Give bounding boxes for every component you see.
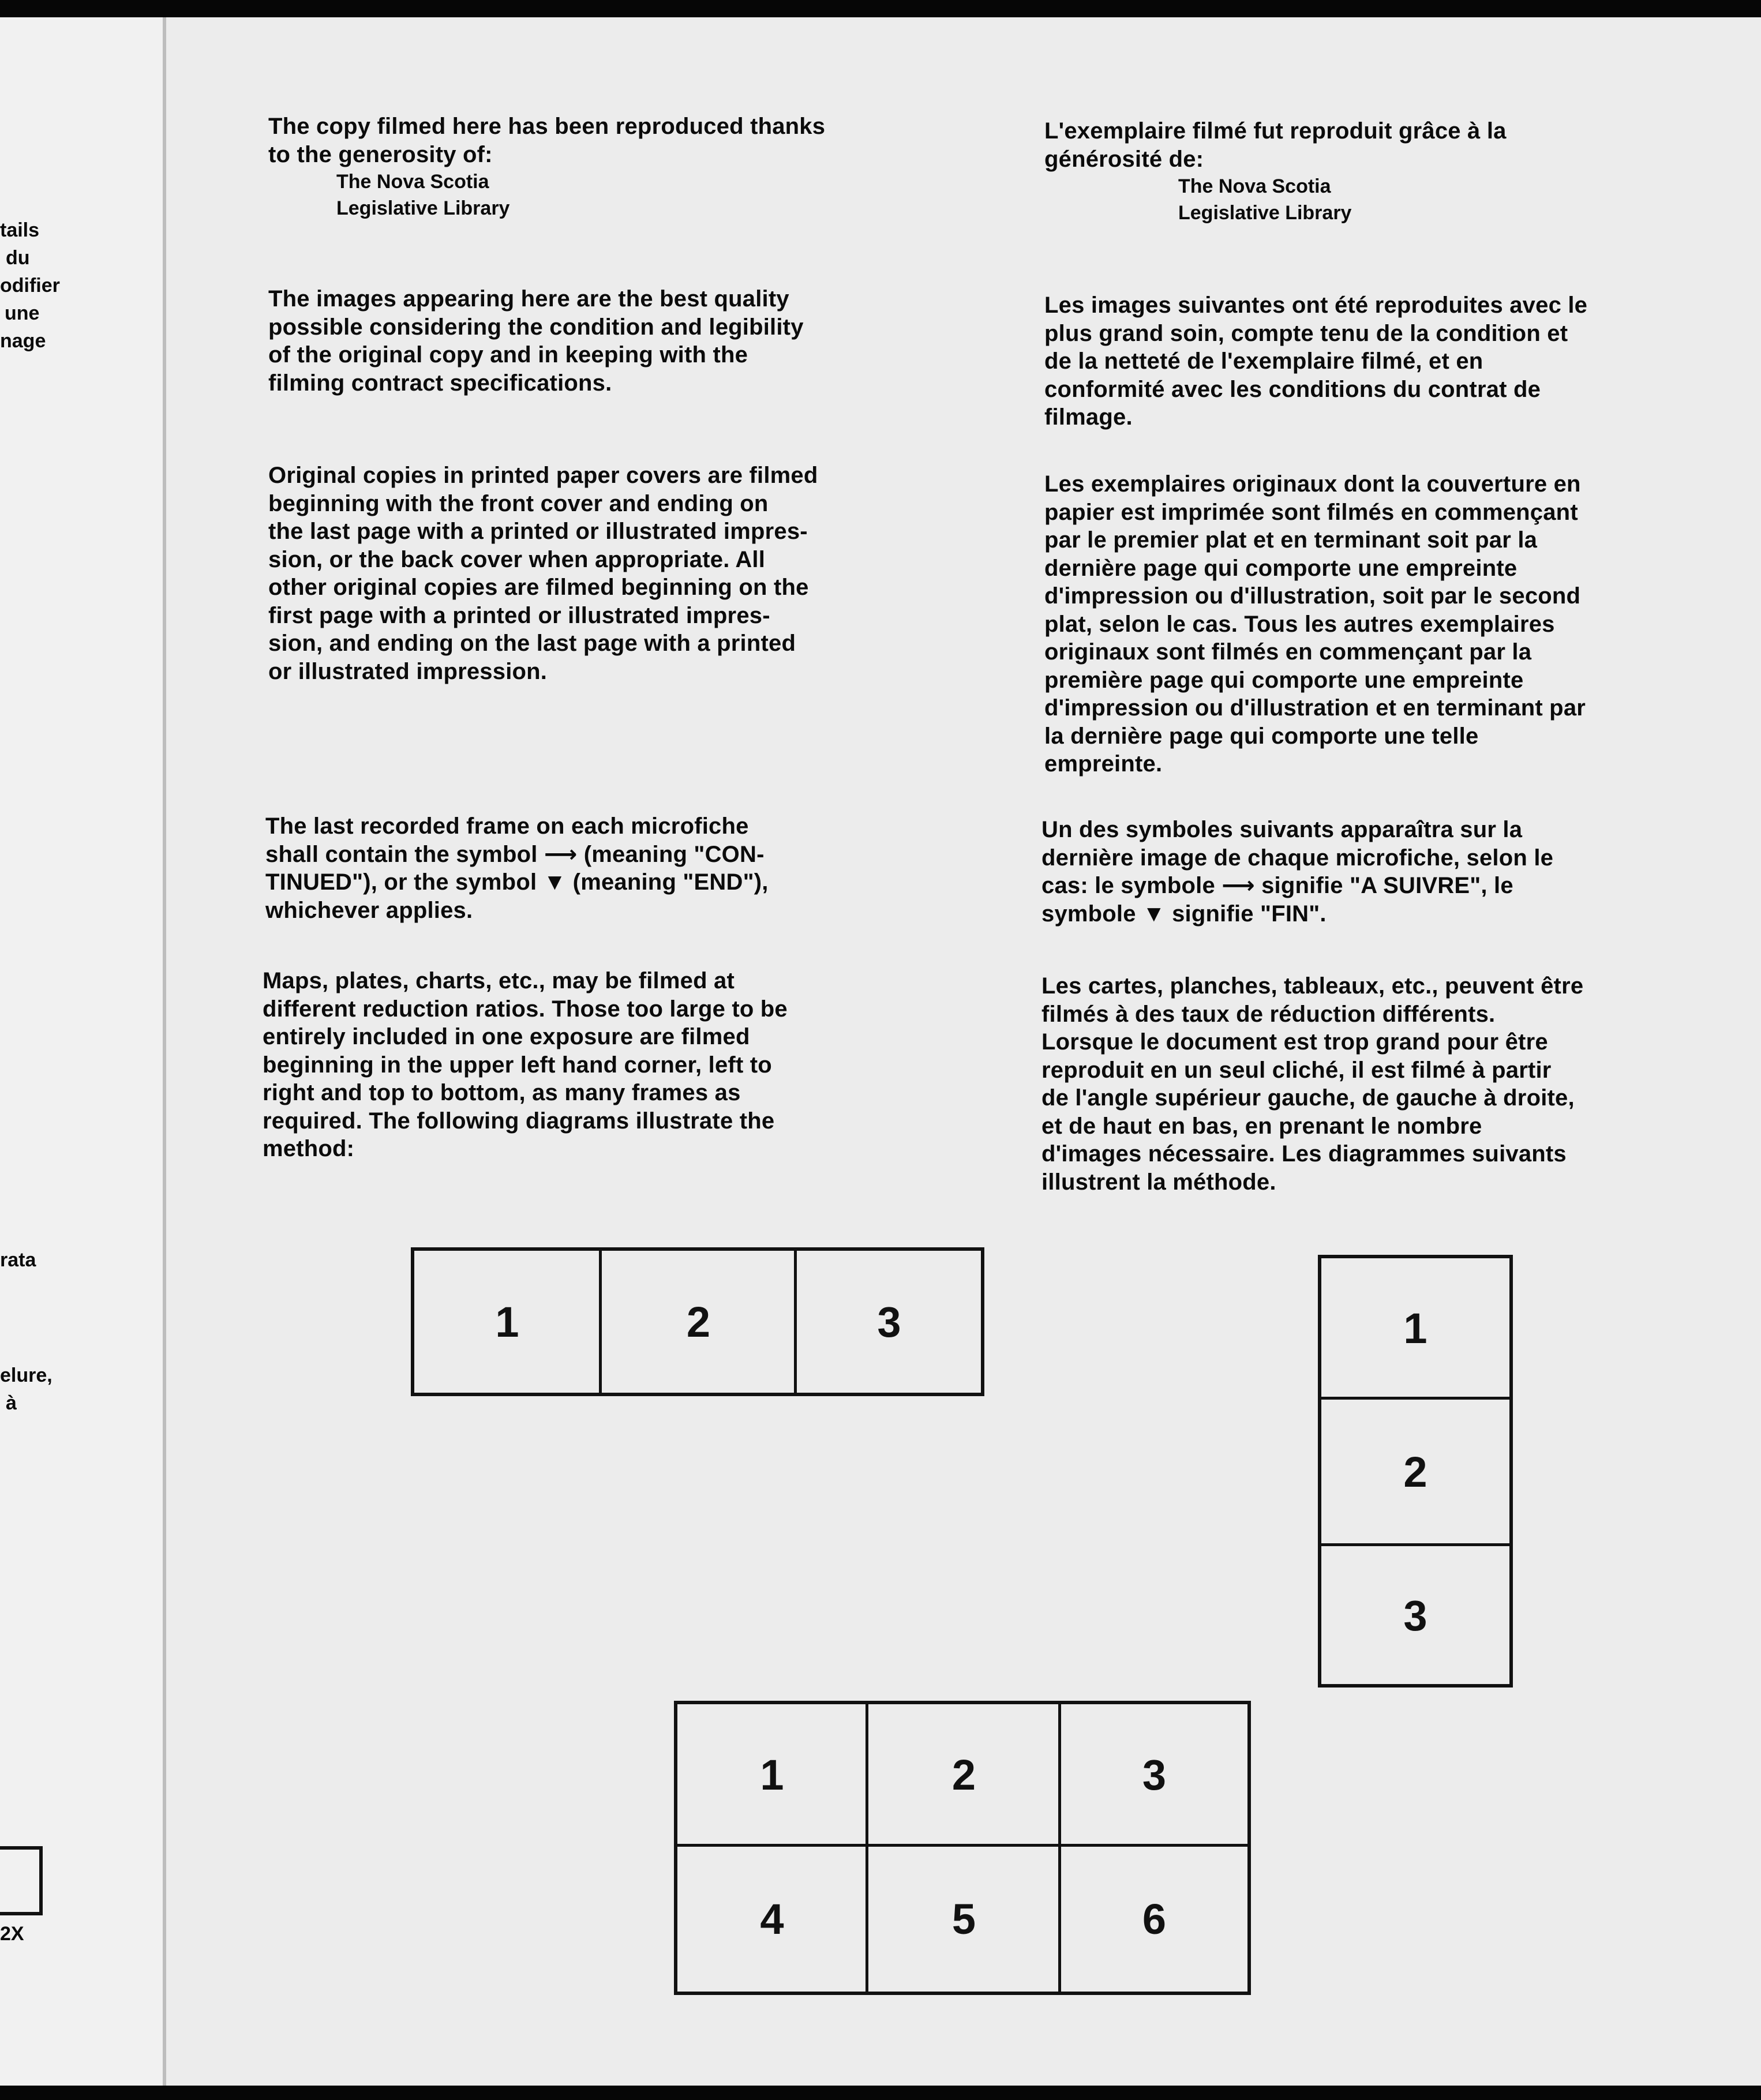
frame-cell: 1 xyxy=(1403,1304,1427,1352)
french-library-name: The Nova Scotia Legislative Library xyxy=(1178,175,1352,224)
frame-cell: 6 xyxy=(1142,1895,1167,1943)
frame-cell: 3 xyxy=(1403,1591,1427,1640)
english-maps-paragraph: Maps, plates, charts, etc., may be filmed at different reduction ratios. Those too large to be entirely included in one exposure are filmed beginning in the upper left hand corner, left to right and top to bottom, as many frames as required. The following diagrams illustrate the method: xyxy=(263,968,788,1161)
left-page-strip xyxy=(0,17,163,2086)
edge-fragment: 2X xyxy=(0,1923,24,1945)
frame-cell: 4 xyxy=(760,1895,784,1943)
frame-cell: 5 xyxy=(951,1895,976,1943)
french-intro: L'exemplaire filmé fut reproduit grâce à la générosité de: xyxy=(1044,118,1507,172)
edge-fragment: elure, xyxy=(0,1364,53,1386)
english-quality-paragraph: The images appearing here are the best quality possible considering the condition and legibility of the original copy and in keeping with the filming contract specifications. xyxy=(268,286,804,396)
frame-cell: 2 xyxy=(686,1297,711,1346)
vertical-frame-diagram xyxy=(1318,1255,1513,1687)
frame-cell: 2 xyxy=(1403,1447,1427,1496)
english-library-name: The Nova Scotia Legislative Library xyxy=(336,171,510,219)
frame-cell: 3 xyxy=(877,1297,901,1346)
french-symbols-paragraph: Un des symboles suivants apparaîtra sur la dernière image de chaque microfiche, selon le cas: le symbole ⟶ signifie "A SUIVRE", le symbole ▼ signifie "FIN". xyxy=(1041,817,1554,927)
edge-fragment: du xyxy=(6,247,30,269)
english-symbols-paragraph: The last recorded frame on each microfiche shall contain the symbol ⟶ (meaning "CON- TINUED"), or the symbol ▼ (meaning "END"), whichever applies. xyxy=(265,813,769,923)
frame-cell: 1 xyxy=(495,1297,519,1346)
edge-fragment: nage xyxy=(0,330,46,352)
edge-fragment: rata xyxy=(0,1249,36,1271)
edge-fragment: à xyxy=(6,1392,17,1414)
frame-cell: 2 xyxy=(951,1750,976,1799)
english-covers-paragraph: Original copies in printed paper covers are filmed beginning with the front cover and ending on the last page with a printed or illustrated impres- sion, or the back cover when appropriate. All other original copies are filmed beginning on the first page with a printed or illustrated impres- sion, and ending on the last page with a printed or illustrated impression. xyxy=(268,463,818,684)
edge-fragment: odifier xyxy=(0,275,60,297)
grid-frame-diagram xyxy=(674,1701,1251,1995)
edge-fragment: une xyxy=(5,302,40,324)
resolution-chart-box xyxy=(0,1846,43,1915)
french-maps-paragraph: Les cartes, planches, tableaux, etc., peuvent être filmés à des taux de réduction différents. Lorsque le document est trop grand pour être reproduit en un seul cliché, il est filmé à partir de l'angle supérieur gauche, de gauche à droite, et de haut en bas, en prenant le nombre d'images nécessaire. Les diagrammes suivants illustrent la méthode. xyxy=(1041,973,1584,1195)
english-intro: The copy filmed here has been reproduced thanks to the generosity of: xyxy=(268,114,826,167)
edge-fragment: tails xyxy=(0,219,40,241)
french-quality-paragraph: Les images suivantes ont été reproduites avec le plus grand soin, compte tenu de la condition et de la netteté de l'exemplaire filmé, et en conformité avec les conditions du contrat de filmage. xyxy=(1044,292,1588,430)
frame-cell: 1 xyxy=(760,1750,784,1799)
french-covers-paragraph: Les exemplaires originaux dont la couverture en papier est imprimée sont filmés en commençant par le premier plat et en terminant soit par la dernière page qui comporte une empreinte d'impression ou d'illustration, soit par le second plat, selon le cas. Tous les autres exemplaires originaux sont filmés en commençant par la première page qui comporte une empreinte d'impression ou d'illustration et en terminant par la dernière page qui comporte une telle empreinte. xyxy=(1044,471,1586,777)
horizontal-frame-diagram xyxy=(411,1247,984,1396)
frame-cell: 3 xyxy=(1142,1750,1167,1799)
